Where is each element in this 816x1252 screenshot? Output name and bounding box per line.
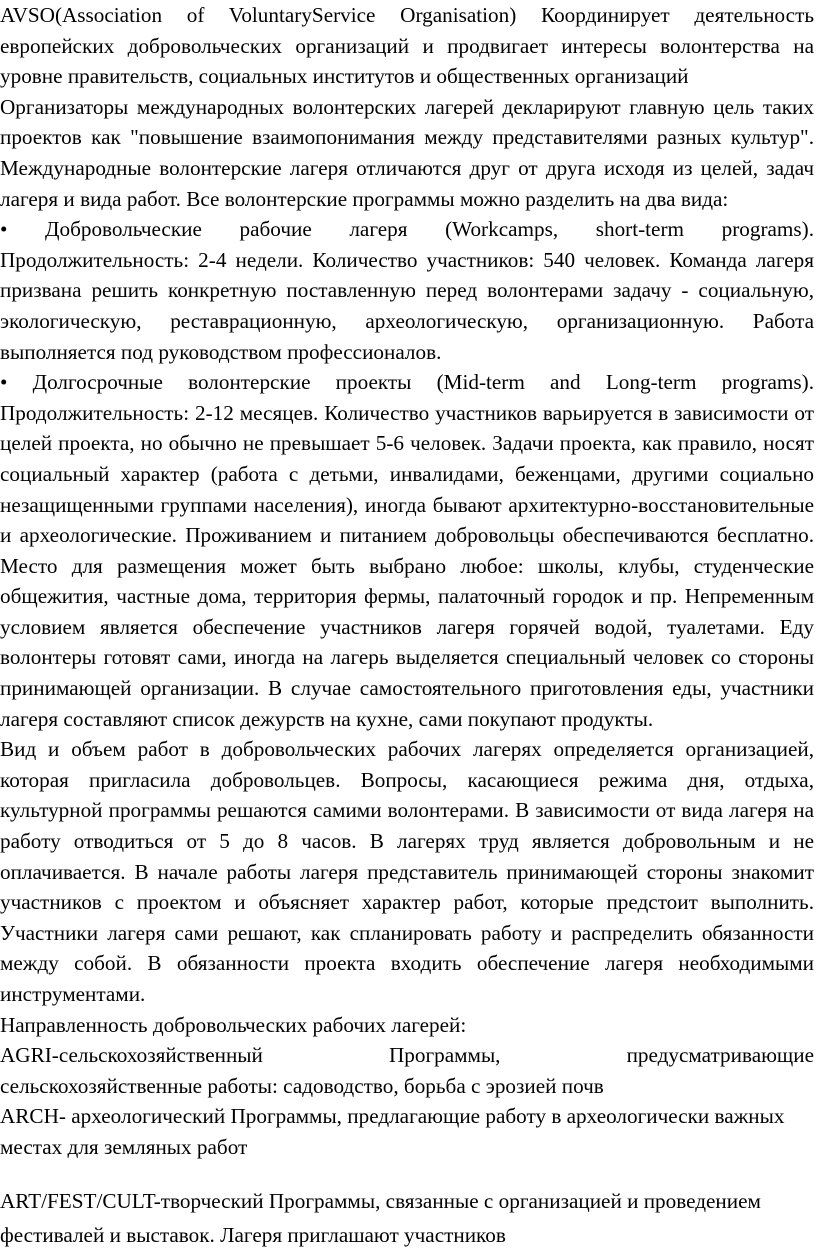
category-agri-word2: предусматривающие	[626, 1043, 814, 1068]
category-agri-word: Программы,	[388, 1043, 501, 1068]
category-agri-line	[0, 1040, 814, 1071]
paragraph-workcamps: • Добровольческие рабочие лагеря (Workcamps, short-term programs). Продолжительность: 2-4 недели. Количество участников: 540 человек. Команда лагеря призвана решить конкретную поставленную перед волонтерами задачу - социальную, экологическую, реставрационную, археологическую, организационную. Работа выполняется под руководством профессионалов.	[0, 217, 814, 364]
category-art: ART/FEST/CULT-творческий Программы, связанные с организацией и проведением фестивалей и выставок. Лагеря приглашают участников	[0, 1188, 761, 1247]
paragraph-camp-types-heading: Направленность добровольческих рабочих лагерей:	[0, 1012, 467, 1037]
paragraph-avso: AVSO(Association of VoluntaryService Organisation) Координирует деятельность европейских добровольческих организаций и продвигает интересы волонтерства на уровне правительств, социальных институтов и общественных организаций	[0, 3, 814, 89]
paragraph-long-term: • Долгосрочные волонтерские проекты (Mid-term and Long-term programs). Продолжительность: 2-12 месяцев. Количество участников варьируется в зависимости от целей проекта, но обычно не превышает 5-6 человек. Задачи проекта, как правило, носят социальный характер (работа с детьми, инвалидами, беженцами, другими социально незащищенными группами населения), иногда бывают архитектурно-восстановительные и археологические. Проживанием и питанием добровольцы обеспечиваются бесплатно. Место для размещения может быть выбрано любое: школы, клубы, студенческие общежития, частные дома, территория фермы, палаточный городок и пр. Непременным условием является обеспечение участников лагеря горячей водой, туалетами. Еду волонтеры готовят сами, иногда на лагерь выделяется специальный человек со стороны принимающей организации. В случае самостоятельного приготовления еды, участники лагеря составляют список дежурств на кухне, сами покупают продукты.	[0, 370, 814, 731]
category-arch: ARCH- археологический Программы, предлагающие работу в археологически важных местах для земляных работ	[0, 1104, 785, 1159]
category-agri-desc: сельскохозяйственные работы: садоводство, борьба с эрозией почв	[0, 1073, 604, 1098]
category-agri-name: AGRI-сельскохозяйственный	[0, 1043, 263, 1068]
paragraph-organizers: Организаторы международных волонтерских лагерей декларируют главную цель таких проектов как "повышение взаимопонимания между представителями разных культур". Международные волонтерские лагеря отличаются друг от друга исходя из целей, задач лагеря и вида работ. Все волонтерские программы можно разделить на два вида:	[0, 94, 814, 211]
paragraph-work-scope: Вид и объем работ в добровольческих рабочих лагерях определяется организацией, которая пригласила добровольцев. Вопросы, касающиеся режима дня, отдыха, культурной программы решаются самими волонтерами. В зависимости от вида лагеря на работу отводиться от 5 до 8 часов. В лагерях труд является добровольным и не оплачивается. В начале работы лагеря представитель принимающей стороны знакомит участников с проектом и объясняет характер работ, которые предстоит выполнить. Участники лагеря сами решают, как спланировать работу и распределить обязанности между собой. В обязанности проекта входить обеспечение лагеря необходимыми инструментами.	[0, 737, 814, 1006]
